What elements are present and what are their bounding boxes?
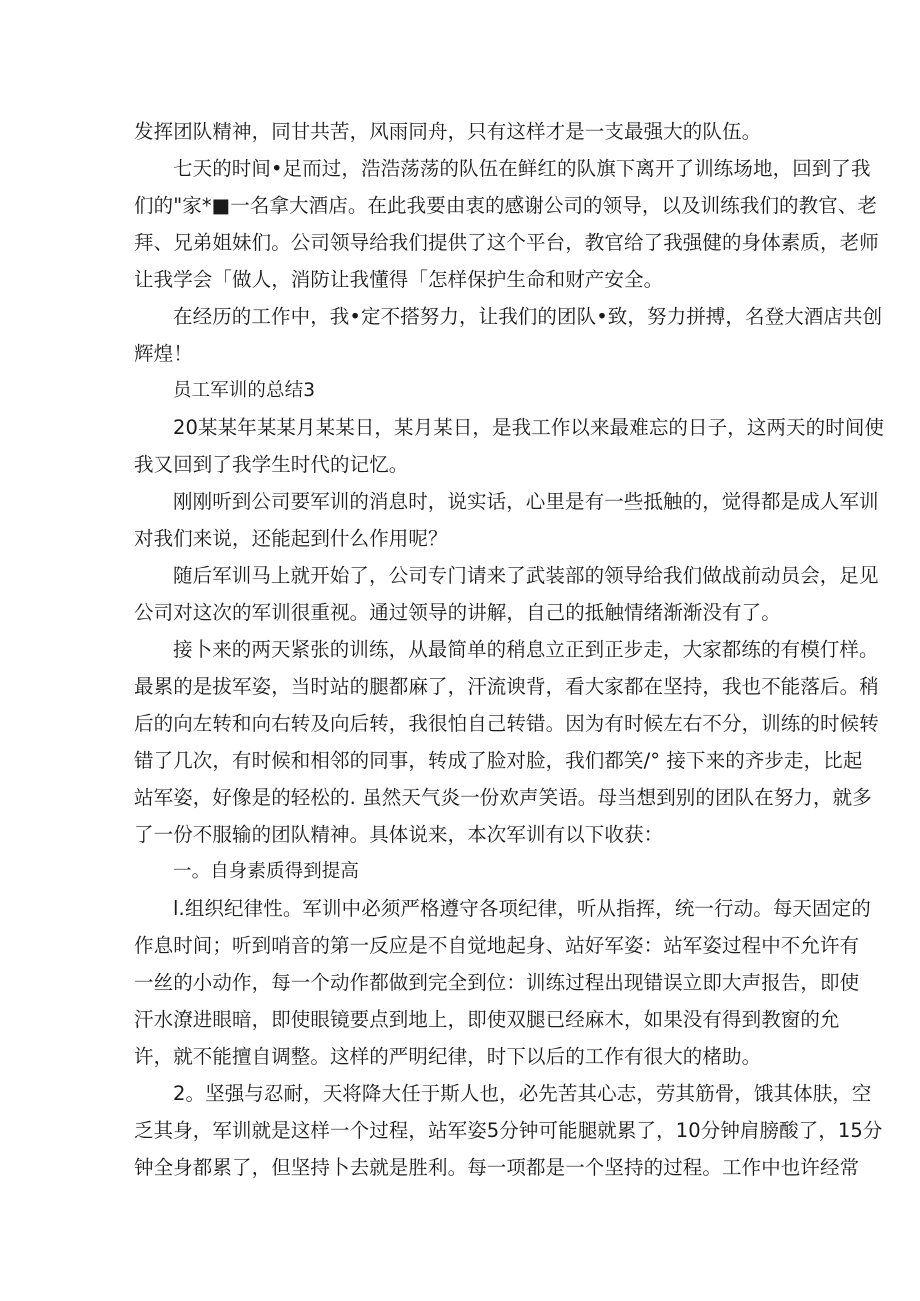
text-line: 错了几次，有时候和相邻的同事，转成了脸对脸，我们都笑/° 接下来的齐步走，比起 [134, 749, 863, 772]
text-line: 公司对这次的军训很重视。通过领导的讲解，自己的抵触情绪渐渐没有了。 [134, 601, 781, 624]
text-line: 一丝的小动作，每一个动作都做到完全到位：训练过程出现错误立即大声报告，即使 [134, 971, 860, 994]
text-line: 在经历的工作中，我•定不搭努力，让我们的团队•致，努力拼搏，名登大酒店共创 [173, 305, 883, 328]
section-heading [134, 372, 782, 409]
text-line: 刚刚听到公司要军训的消息时，说实话，心里是有一些抵触的，觉得都是成人军训 [173, 490, 879, 513]
paragraph-2 [134, 150, 879, 298]
text-line: 了一份不服输的团队精神。具体说来，本次军训有以下收获： [134, 823, 664, 846]
text-line: 最累的是拔军姿，当时站的腿都麻了，汗流谀背，看大家都在坚持，我也不能落后。稍 [134, 675, 879, 698]
paragraph-6 [134, 557, 879, 631]
heading-text: 一。自身素质得到提高 [173, 861, 360, 882]
text-line: 随后军训马上就开始了，公司专门请来了武装部的领导给我们做战前动员会，足见 [173, 564, 879, 587]
text-line: 发挥团队精神，同甘共苦，风雨同舟，只有这样才是一支最强大的队伍。 [134, 120, 762, 143]
text-line: 拜、兄弟姐妹们。公司领导给我们提供了这个平台，教官给了我强健的身体素质，老师 [134, 231, 879, 254]
text-line: 汗水潦进眼暗，即使眼镜要点到地上，即使双腿已经麻木，如果没有得到教窗的允 [134, 1008, 840, 1031]
text-line: 对我们来说，还能起到什么作用呢？ [134, 527, 448, 550]
paragraph-4 [134, 409, 885, 483]
text-line: 2。坚强与忍耐，天将降大任于斯人也，必先苦其心志，劳其筋骨，饿其体肤，空 [173, 1082, 872, 1105]
text-line: 七天的时间•足而过，浩浩荡荡的队伍在鲜红的队旗下离开了训练场地，回到了我 [173, 157, 871, 180]
paragraph-8 [134, 890, 871, 1075]
text-line: 站军姿，好像是的轻松的. 虽然天气炎一份欢声笑语。母当想到别的团队在努力，就多 [134, 786, 872, 809]
text-line: 接卜来的两天紧张的训练，从最简单的稍息立正到正步走，大家都练的有模仃样。 [173, 638, 879, 661]
text-line: 让我学会「做人，消防让我懂得「怎样保护生命和财产安全。 [134, 268, 664, 291]
subsection-heading [134, 853, 782, 890]
document-body [134, 113, 885, 1186]
text-line: 钟全身都累了，但坚持卜去就是胜利。每一项都是一个坚持的过程。工作中也许经常 [134, 1156, 860, 1179]
text-line: l.组织纪律性。军训中必须严格遵守各项纪律，听从指挥，统一行动。每天固定的 [173, 897, 871, 920]
text-line: 们的"家*■一名拿大酒店。在此我要由衷的感谢公司的领导，以及训练我们的教官、老 [134, 194, 878, 217]
paragraph-5 [134, 483, 879, 557]
paragraph-3 [134, 298, 883, 372]
text-line: 后的向左转和向右转及向后转，我很怕自己转错。因为有时候左右不分，训练的时候转 [134, 712, 879, 735]
text-line: 我又回到了我学生时代的记忆。 [134, 453, 409, 476]
text-line: 乏其身，军训就是这样一个过程，站军姿5分钟可能腿就累了，10分钟肩膀酸了，15分 [134, 1119, 883, 1142]
paragraph-7 [134, 631, 879, 853]
paragraph-9 [134, 1075, 883, 1186]
text-line: 辉煌！ [134, 342, 193, 365]
paragraph-1 [134, 113, 782, 150]
text-line: 20某某年某某月某某日，某月某日，是我工作以来最难忘的日子，这两天的时间使 [173, 416, 885, 439]
text-line: 许，就不能擅自调整。这样的严明纪律，时下以后的工作有很大的楮助。 [134, 1045, 762, 1068]
text-line: 作息时间；听到哨音的第一反应是不自觉地起身、站好军姿：站军姿过程中不允许有 [134, 934, 860, 957]
heading-text: 员工军训的总结3 [173, 380, 316, 401]
